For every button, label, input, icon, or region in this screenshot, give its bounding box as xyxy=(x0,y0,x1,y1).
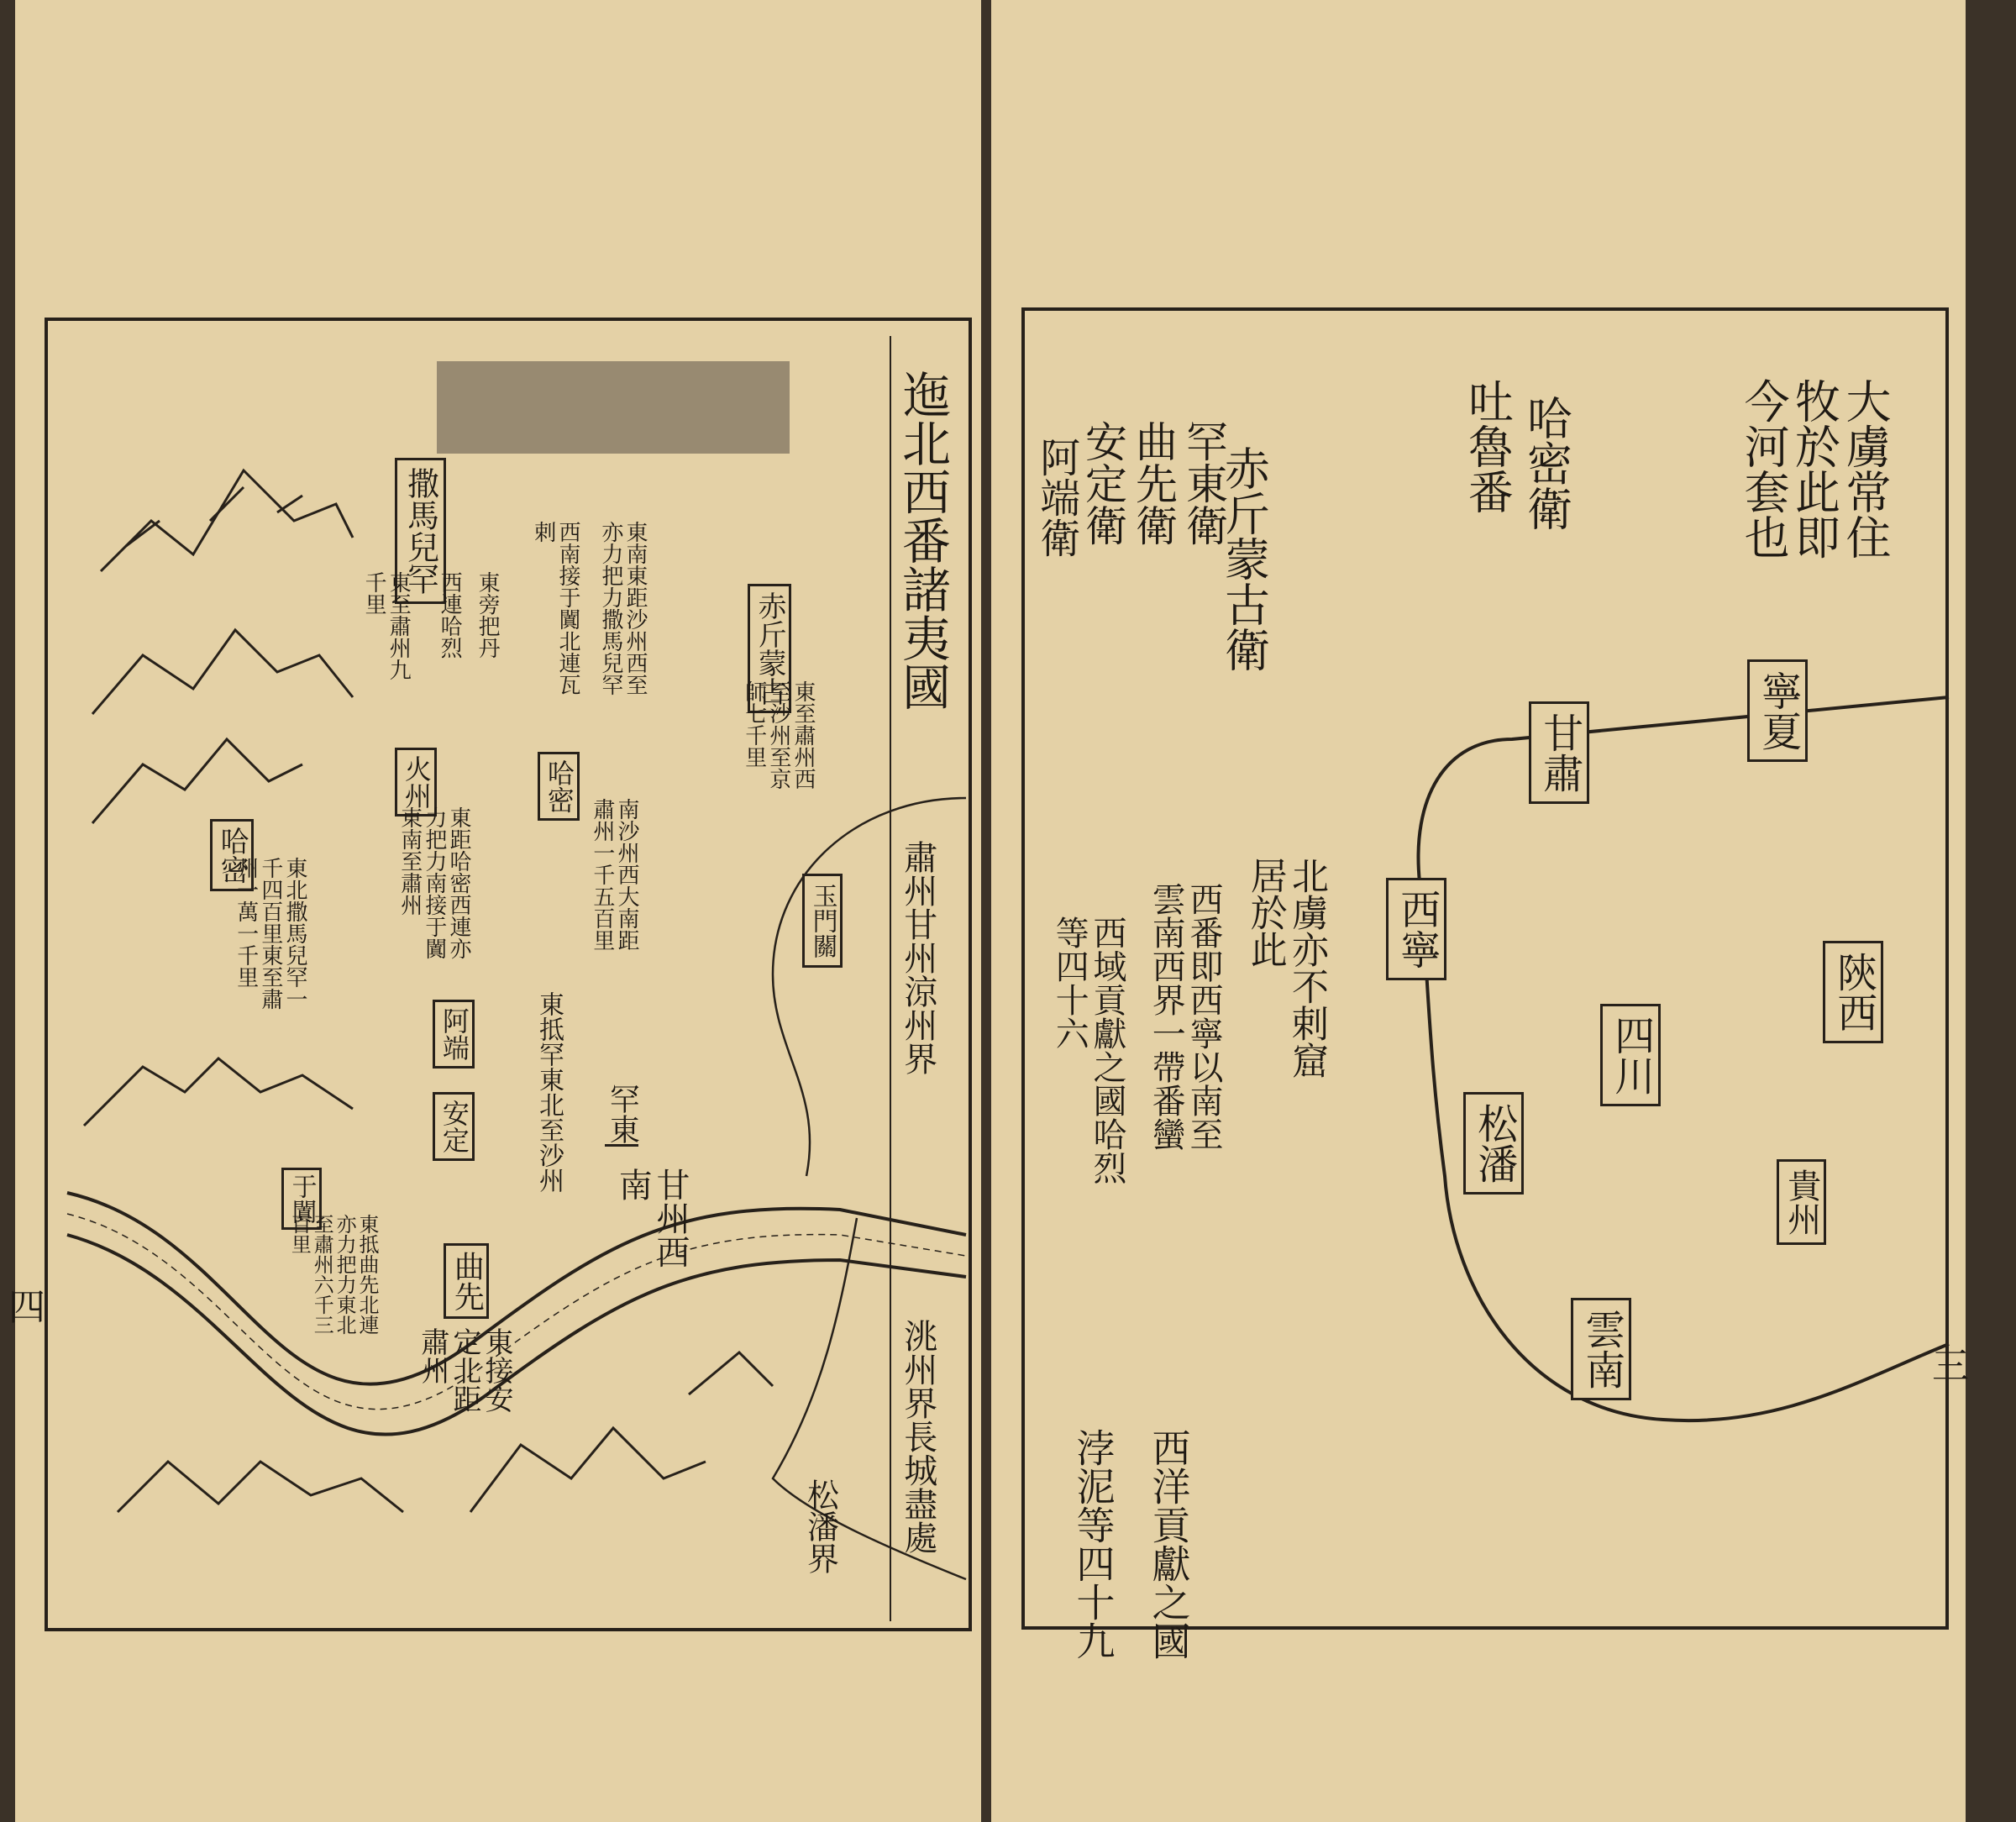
region-note: 東抵曲先北連亦力把力東北至肅州六千三百里 xyxy=(287,1214,379,1335)
region-boundary xyxy=(1418,697,1949,1420)
map-note: 曲先衛 xyxy=(1129,420,1178,546)
map-note: 西域貢獻之國哈烈等四十六 xyxy=(1050,916,1126,1184)
place-label: 陝西 xyxy=(1823,941,1883,1043)
map-note: 西番即西寧以南至雲南西界一帶番蠻 xyxy=(1147,882,1223,1151)
place-label: 甘肅 xyxy=(1529,701,1589,804)
place-label: 四川 xyxy=(1600,1004,1661,1106)
region-note: 甘州西南 xyxy=(613,1168,690,1268)
region-label: 哈密 xyxy=(210,819,254,891)
region-label: 罕東 xyxy=(605,1084,638,1147)
page-number: 四 xyxy=(8,1286,45,1329)
region-label: 火州 xyxy=(395,748,437,816)
place-label: 貴州 xyxy=(1777,1159,1826,1245)
region-note: 西南接于闐北連瓦剌 xyxy=(530,521,580,696)
region-note: 東至肅州九千里 xyxy=(361,571,412,680)
region-note: 西連哈烈 xyxy=(437,571,463,659)
region-label: 赤斤蒙古 xyxy=(748,584,791,713)
region-label: 于闐 xyxy=(281,1168,322,1230)
region-label: 東旁把丹 xyxy=(475,571,501,659)
map-note: 哈密衛 xyxy=(1520,395,1573,531)
mountain-range-icon xyxy=(437,361,790,454)
boundary-note: 松潘界 xyxy=(801,1478,839,1574)
place-label: 松潘 xyxy=(1463,1092,1524,1195)
map-note: 西洋貢獻之國 xyxy=(1146,1428,1192,1660)
page-number: 三 xyxy=(1932,1345,1969,1388)
map-note: 安定衛 xyxy=(1079,420,1127,546)
map-note: 浡泥等四十九 xyxy=(1070,1428,1116,1660)
region-label: 阿端 xyxy=(433,1000,475,1069)
region-note: 東距哈密西連亦力把力南接于闐東南至肅州 xyxy=(396,806,471,959)
region-note: 東至肅州西至沙州至京師七千里 xyxy=(741,680,816,790)
map-note: 吐魯番 xyxy=(1461,378,1515,514)
wall-icon xyxy=(67,1193,966,1384)
map-note: 罕東衛 xyxy=(1179,420,1228,546)
region-note: 東接安定北距肅州 xyxy=(415,1327,513,1413)
map-note: 阿端衛 xyxy=(1032,437,1080,558)
region-label: 曲先 xyxy=(444,1243,489,1319)
place-label: 玉門關 xyxy=(802,874,843,968)
map-note: 大虜常住牧於此即今河套也 xyxy=(1737,378,1892,559)
region-note: 東抵罕東北至沙州 xyxy=(534,991,564,1193)
map-note: 北虜亦不剌窟居於此 xyxy=(1243,857,1328,1079)
place-label: 寧夏 xyxy=(1747,659,1808,762)
boundary-note: 肅州甘州涼州界 xyxy=(898,840,937,1075)
region-note: 南沙州西大南距肅州一千五百里 xyxy=(589,798,639,951)
place-label: 西寧 xyxy=(1386,878,1446,980)
map-title: 迤北西番諸夷國 xyxy=(893,370,951,711)
region-label: 安定 xyxy=(433,1092,475,1161)
map-note: 赤斤蒙古衛 xyxy=(1217,445,1271,672)
place-label: 雲南 xyxy=(1571,1298,1631,1400)
region-note: 東北撒馬兒罕一千四百里東至肅州一萬一千里 xyxy=(233,857,307,1010)
region-label: 東南東距沙州西至亦力把力撒馬兒罕 xyxy=(597,521,648,696)
boundary-note: 洮州界長城盡處 xyxy=(898,1319,937,1554)
region-label: 哈密 xyxy=(538,752,580,821)
region-label: 撒馬兒罕 xyxy=(395,458,446,604)
